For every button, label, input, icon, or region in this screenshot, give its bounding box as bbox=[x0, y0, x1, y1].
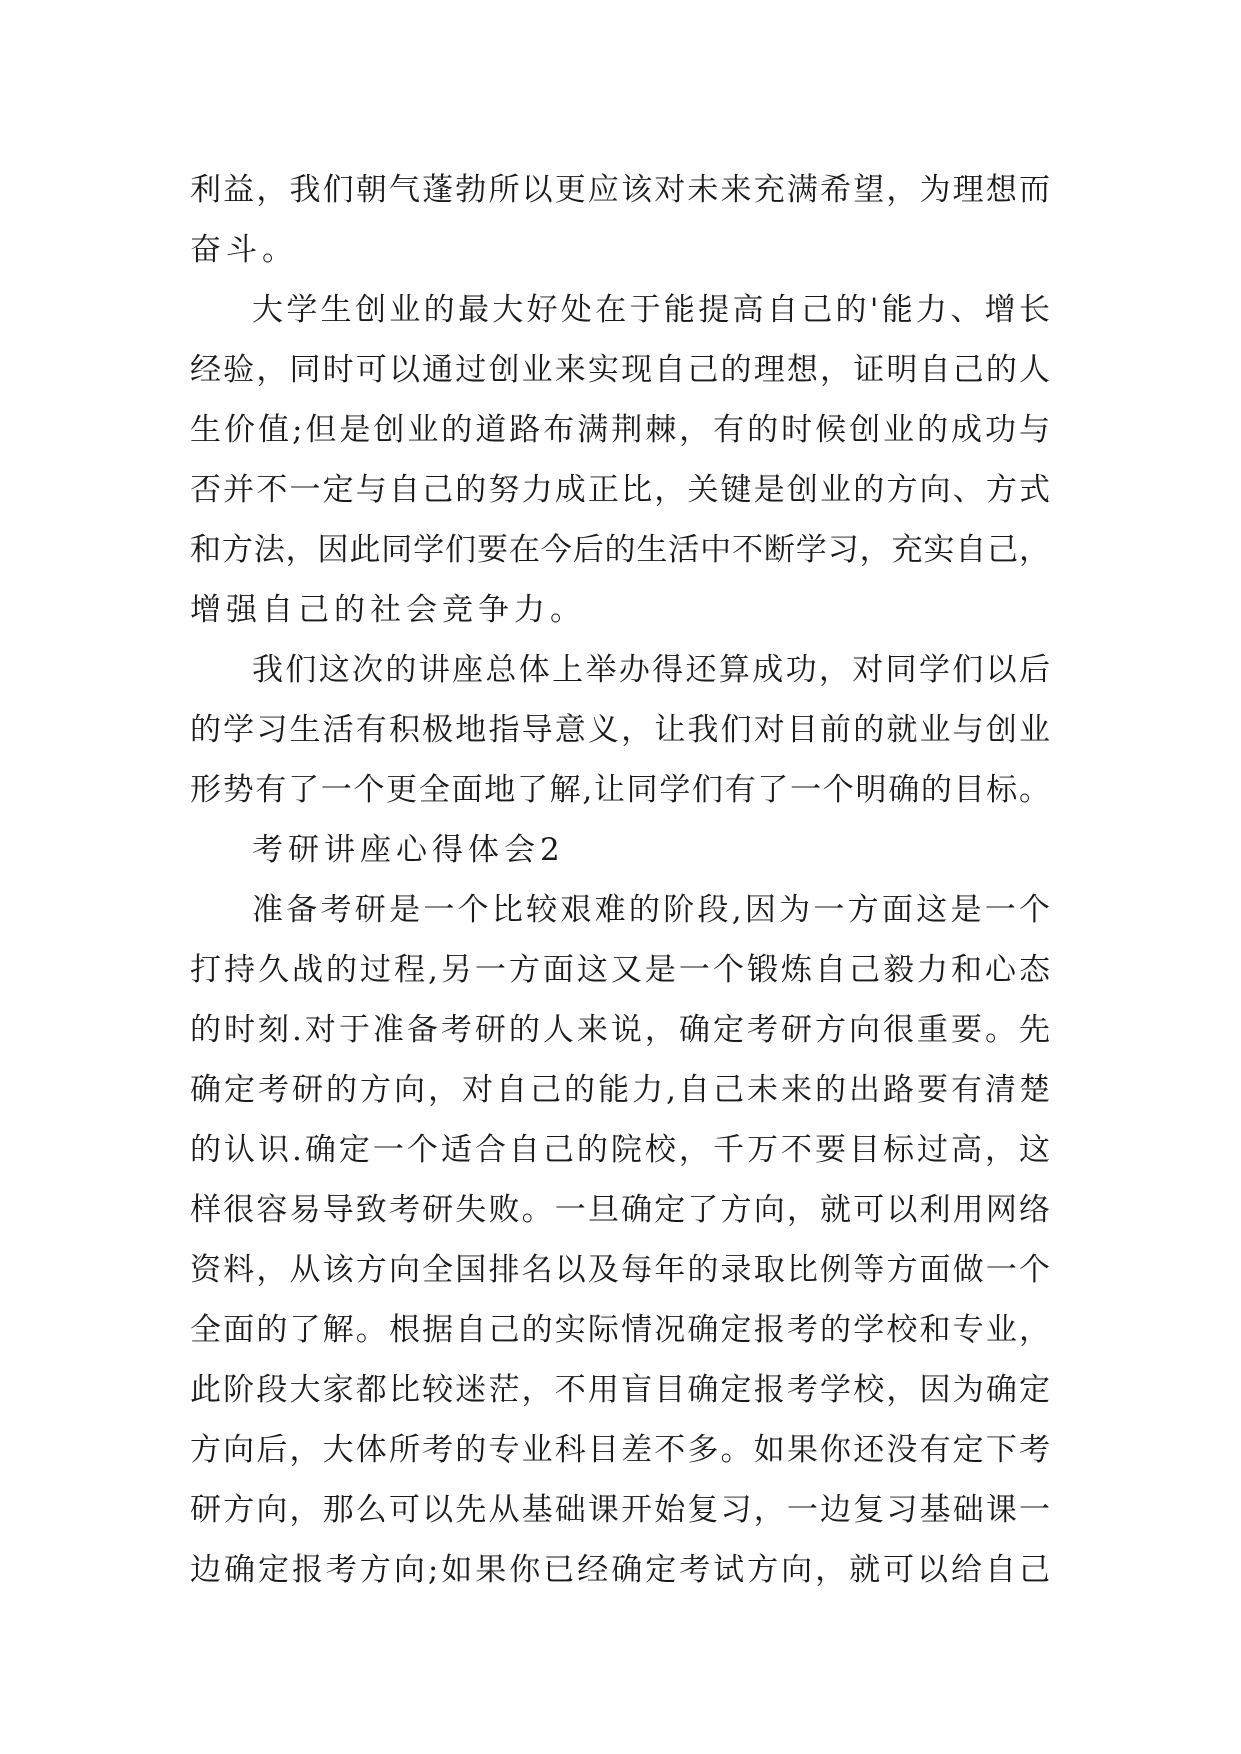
text-line: 准备考研是一个比较艰难的阶段,因为一方面这是一个 bbox=[252, 892, 1050, 928]
text-line: 奋斗。 bbox=[190, 232, 298, 268]
text-line: 方向后，大体所考的专业科目差不多。如果你还没有定下考 bbox=[190, 1432, 1050, 1468]
text-line: 全面的了解。根据自己的实际情况确定报考的学校和专业， bbox=[190, 1312, 1050, 1348]
text-line: 此阶段大家都比较迷茫，不用盲目确定报考学校，因为确定 bbox=[190, 1372, 1050, 1408]
text-line: 研方向，那么可以先从基础课开始复习，一边复习基础课一 bbox=[190, 1492, 1050, 1528]
text-line: 生价值;但是创业的道路布满荆棘，有的时候创业的成功与 bbox=[190, 412, 1050, 448]
text-line: 的学习生活有积极地指导意义，让我们对目前的就业与创业 bbox=[190, 712, 1050, 748]
text-line: 边确定报考方向;如果你已经确定考试方向，就可以给自己 bbox=[190, 1552, 1050, 1588]
text-line: 的时刻.对于准备考研的人来说，确定考研方向很重要。先 bbox=[190, 1012, 1050, 1048]
text-line: 经验，同时可以通过创业来实现自己的理想，证明自己的人 bbox=[190, 352, 1050, 388]
text-line: 大学生创业的最大好处在于能提高自己的'能力、增长 bbox=[252, 292, 1050, 328]
text-line: 打持久战的过程,另一方面这又是一个锻炼自己毅力和心态 bbox=[190, 952, 1050, 988]
text-line: 样很容易导致考研失败。一旦确定了方向，就可以利用网络 bbox=[190, 1192, 1050, 1228]
text-line: 增强自己的社会竞争力。 bbox=[190, 592, 586, 628]
text-line: 确定考研的方向，对自己的能力,自己未来的出路要有清楚 bbox=[190, 1072, 1050, 1108]
text-line: 和方法，因此同学们要在今后的生活中不断学习，充实自己， bbox=[190, 532, 1050, 568]
text-line: 否并不一定与自己的努力成正比，关键是创业的方向、方式 bbox=[190, 472, 1050, 508]
text-line: 我们这次的讲座总体上举办得还算成功，对同学们以后 bbox=[252, 652, 1050, 688]
text-line: 的认识.确定一个适合自己的院校，千万不要目标过高，这 bbox=[190, 1132, 1050, 1168]
text-line: 利益，我们朝气蓬勃所以更应该对未来充满希望，为理想而 bbox=[190, 172, 1050, 208]
text-line: 考研讲座心得体会2 bbox=[252, 832, 565, 868]
text-line: 资料，从该方向全国排名以及每年的录取比例等方面做一个 bbox=[190, 1252, 1050, 1288]
document-page bbox=[190, 160, 1050, 1600]
text-line: 形势有了一个更全面地了解,让同学们有了一个明确的目标。 bbox=[190, 772, 1050, 808]
